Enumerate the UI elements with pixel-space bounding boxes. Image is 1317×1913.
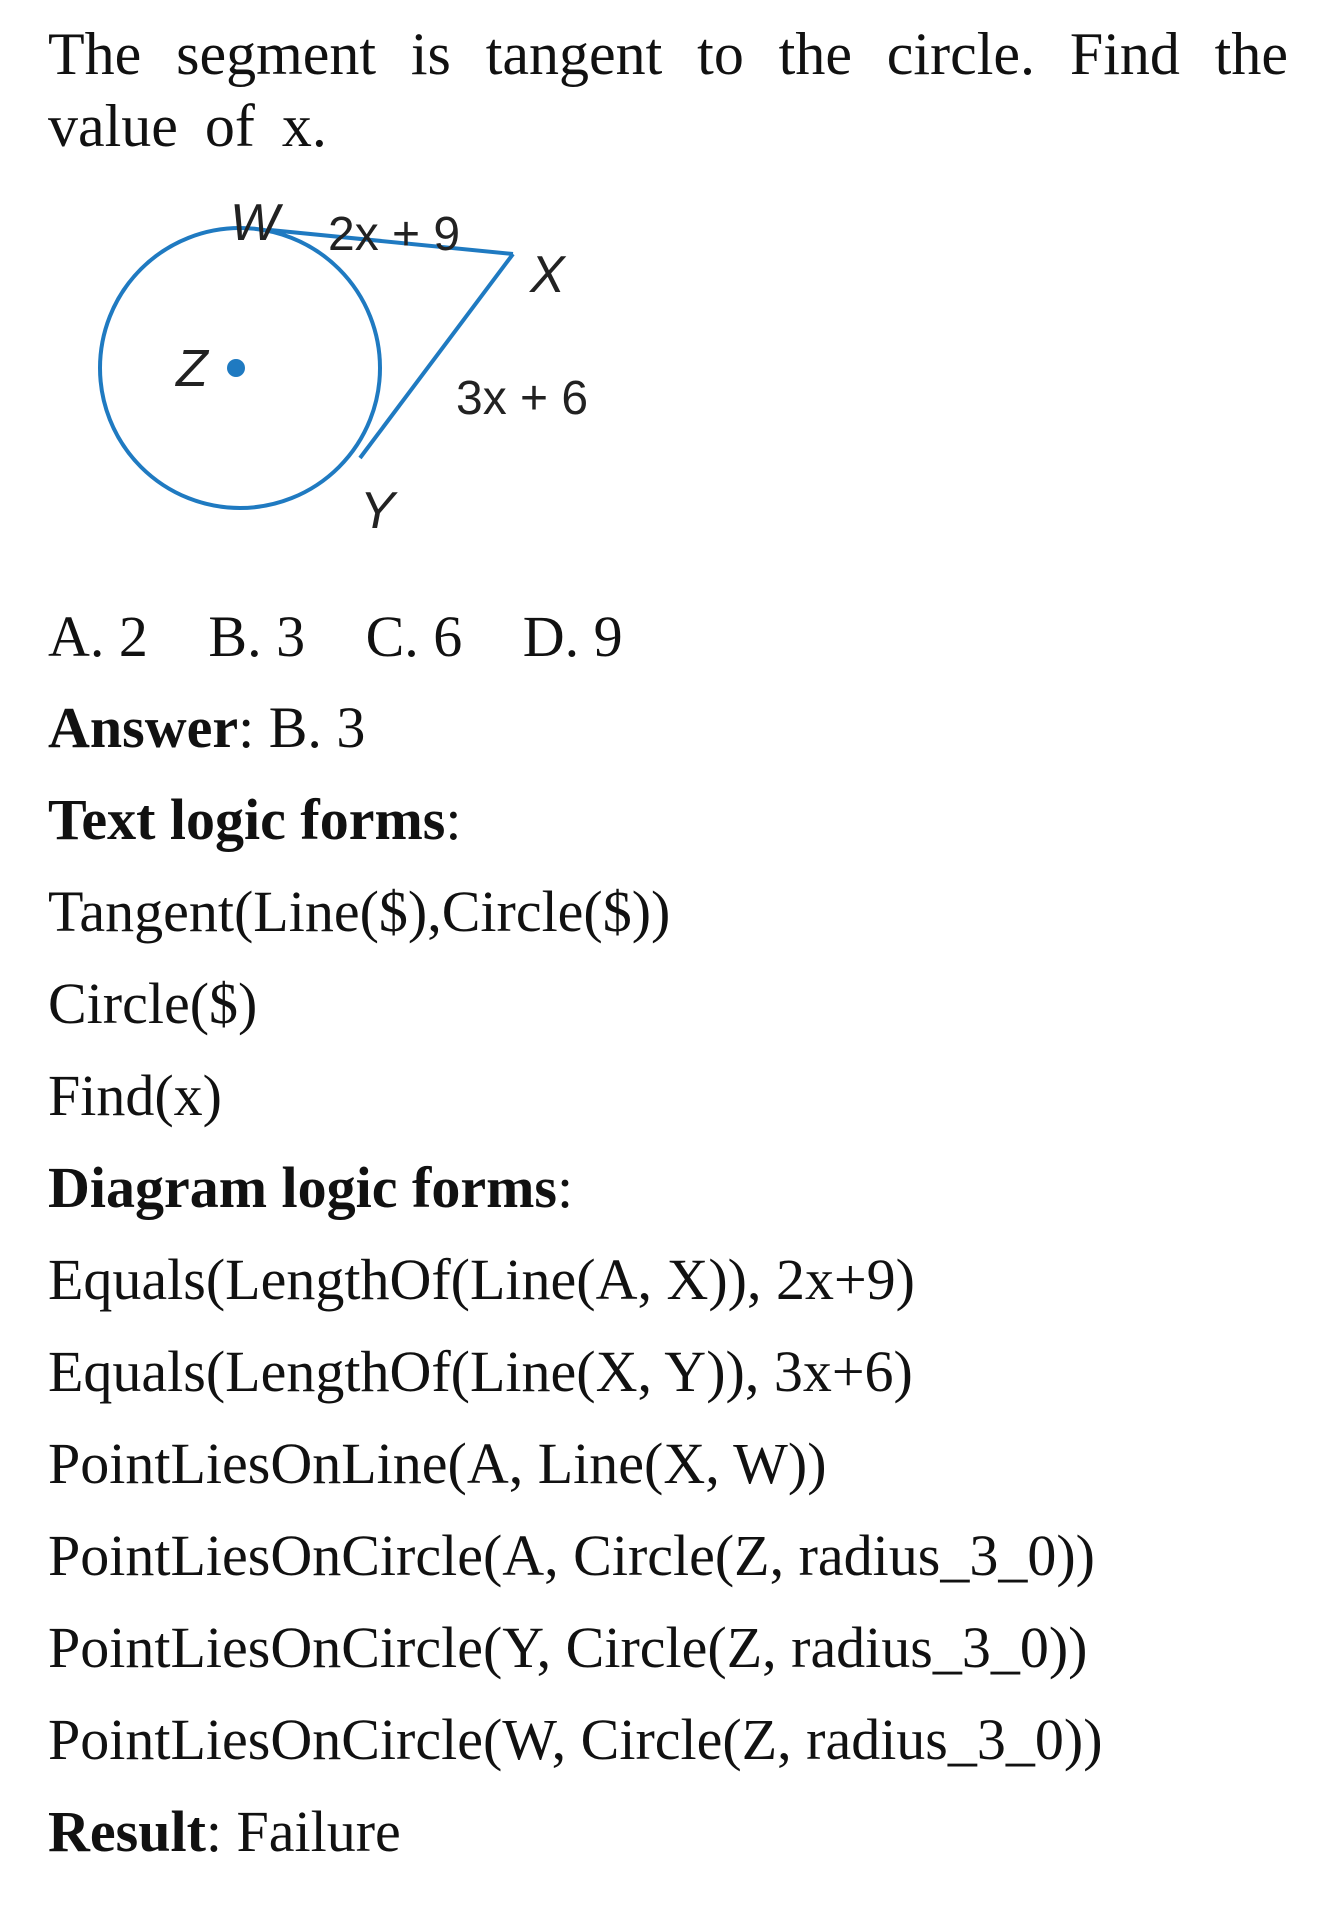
diagram-logic-item: PointLiesOnLine(A, Line(X, W)) xyxy=(48,1431,827,1496)
question-text: The segment is tangent to the circle. Find the value of x. xyxy=(48,21,1288,159)
diagram-logic-colon: : xyxy=(556,1155,574,1220)
text-logic-item: Find(x) xyxy=(48,1063,222,1128)
label-y: Y xyxy=(360,482,395,540)
diagram-logic-item: Equals(LengthOf(Line(X, Y)), 3x+6) xyxy=(48,1339,913,1404)
text-logic-item: Tangent(Line($),Circle($)) xyxy=(48,879,671,944)
diagram-logic-item: PointLiesOnCircle(W, Circle(Z, radius_3_0)) xyxy=(48,1707,1103,1772)
result-line xyxy=(48,1798,401,1866)
tangent-segment-xy xyxy=(360,254,513,458)
geometry-diagram xyxy=(60,192,620,582)
label-x: X xyxy=(530,246,565,304)
choice-c: C. 6 xyxy=(365,604,463,669)
label-wx-length: 2x + 9 xyxy=(328,208,461,261)
diagram-logic-item: Equals(LengthOf(Line(A, X)), 2x+9) xyxy=(48,1247,915,1312)
answer-line xyxy=(48,694,365,762)
result-value: : Failure xyxy=(205,1799,401,1864)
text-logic-item: Circle($) xyxy=(48,971,258,1036)
choice-d: D. 9 xyxy=(522,604,623,669)
diagram-logic-item: PointLiesOnCircle(Y, Circle(Z, radius_3_0)) xyxy=(48,1615,1088,1680)
center-point-z xyxy=(227,359,245,377)
choice-b: B. 3 xyxy=(208,604,306,669)
result-label: Result xyxy=(48,1799,206,1864)
label-z: Z xyxy=(176,340,208,398)
diagram-logic-label: Diagram logic forms xyxy=(48,1155,557,1220)
answer-value: : B. 3 xyxy=(238,695,366,760)
diagram-logic-item: PointLiesOnCircle(A, Circle(Z, radius_3_0)) xyxy=(48,1523,1095,1588)
label-xy-length: 3x + 6 xyxy=(456,372,589,425)
text-logic-colon: : xyxy=(445,787,462,852)
choice-a: A. 2 xyxy=(48,604,148,669)
text-logic-label: Text logic forms xyxy=(48,787,446,852)
answer-choices xyxy=(48,603,669,671)
label-w: W xyxy=(230,194,280,252)
text-logic-heading xyxy=(48,786,461,854)
answer-label: Answer xyxy=(48,695,239,760)
diagram-logic-heading xyxy=(48,1154,573,1222)
